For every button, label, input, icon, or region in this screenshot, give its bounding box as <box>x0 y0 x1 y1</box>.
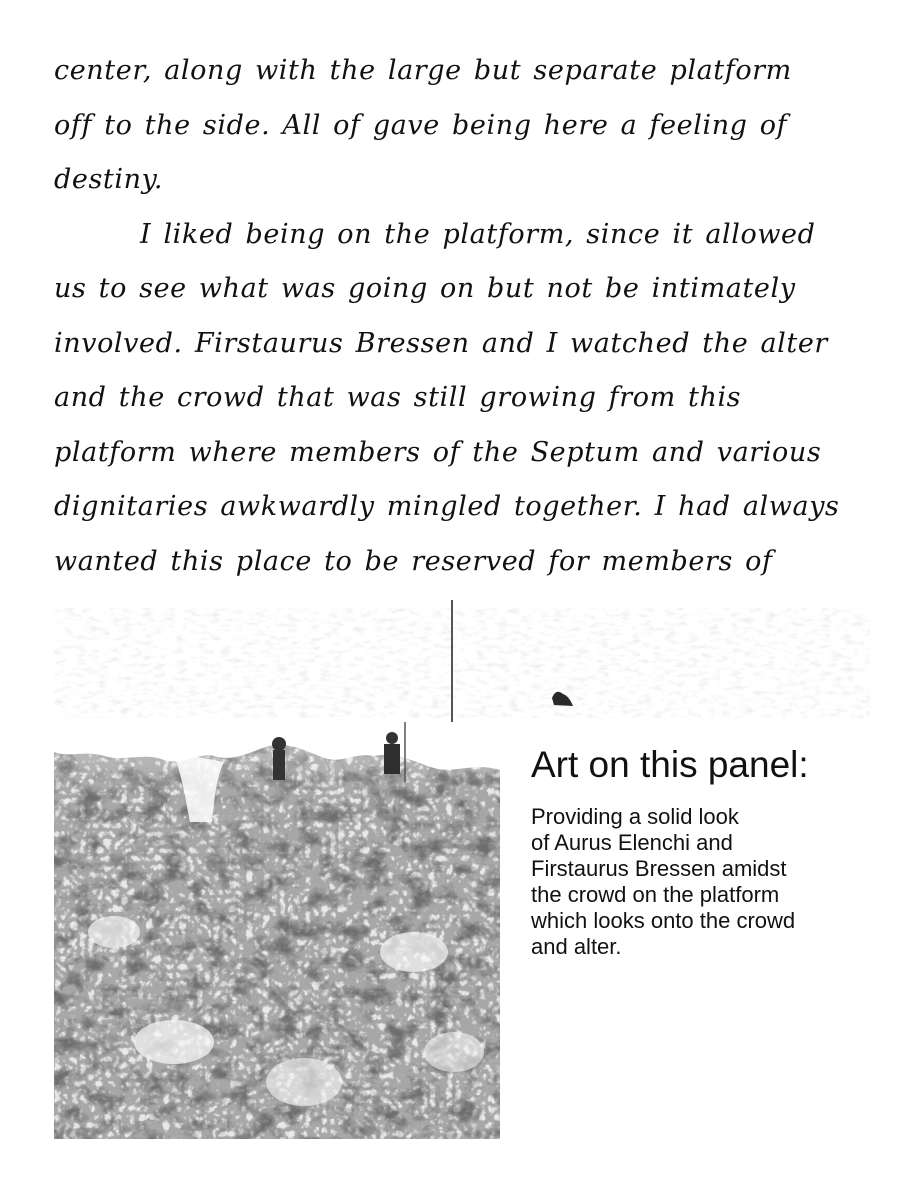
art-notes-heading: Art on this panel: <box>531 744 809 785</box>
art-notes-line: Providing a solid look <box>531 804 739 829</box>
art-notes-line: and alter. <box>531 934 622 959</box>
story-line: center, along with the large but separate platform <box>54 55 792 86</box>
crowd-photo <box>54 722 500 1139</box>
art-notes-line: the crowd on the platform <box>531 882 780 907</box>
art-notes <box>531 742 891 960</box>
story-line: destiny. <box>54 164 164 195</box>
story-line: involved. Firstaurus Bressen and I watched the alter <box>54 327 828 359</box>
art-notes-body <box>531 804 891 960</box>
story-text <box>54 44 874 589</box>
story-line: wanted this place to be reserved for members of <box>54 545 773 577</box>
art-notes-line: which looks onto the crowd <box>531 908 796 933</box>
art-notes-line: of Aurus Elenchi and <box>531 830 733 855</box>
story-line: platform where members of the Septum and various <box>54 436 822 468</box>
story-line: us to see what was going on but not be intimately <box>54 273 796 304</box>
faded-reference-photo <box>54 600 870 725</box>
story-line-indented: I liked being on the platform, since it allowed <box>140 218 816 250</box>
story-line: off to the side. All of gave being here a feeling of <box>54 109 788 141</box>
story-line: dignitaries awkwardly mingled together. I had always <box>54 491 840 522</box>
art-notes-line: Firstaurus Bressen amidst <box>531 856 787 881</box>
story-line: and the crowd that was still growing from this <box>54 382 742 413</box>
